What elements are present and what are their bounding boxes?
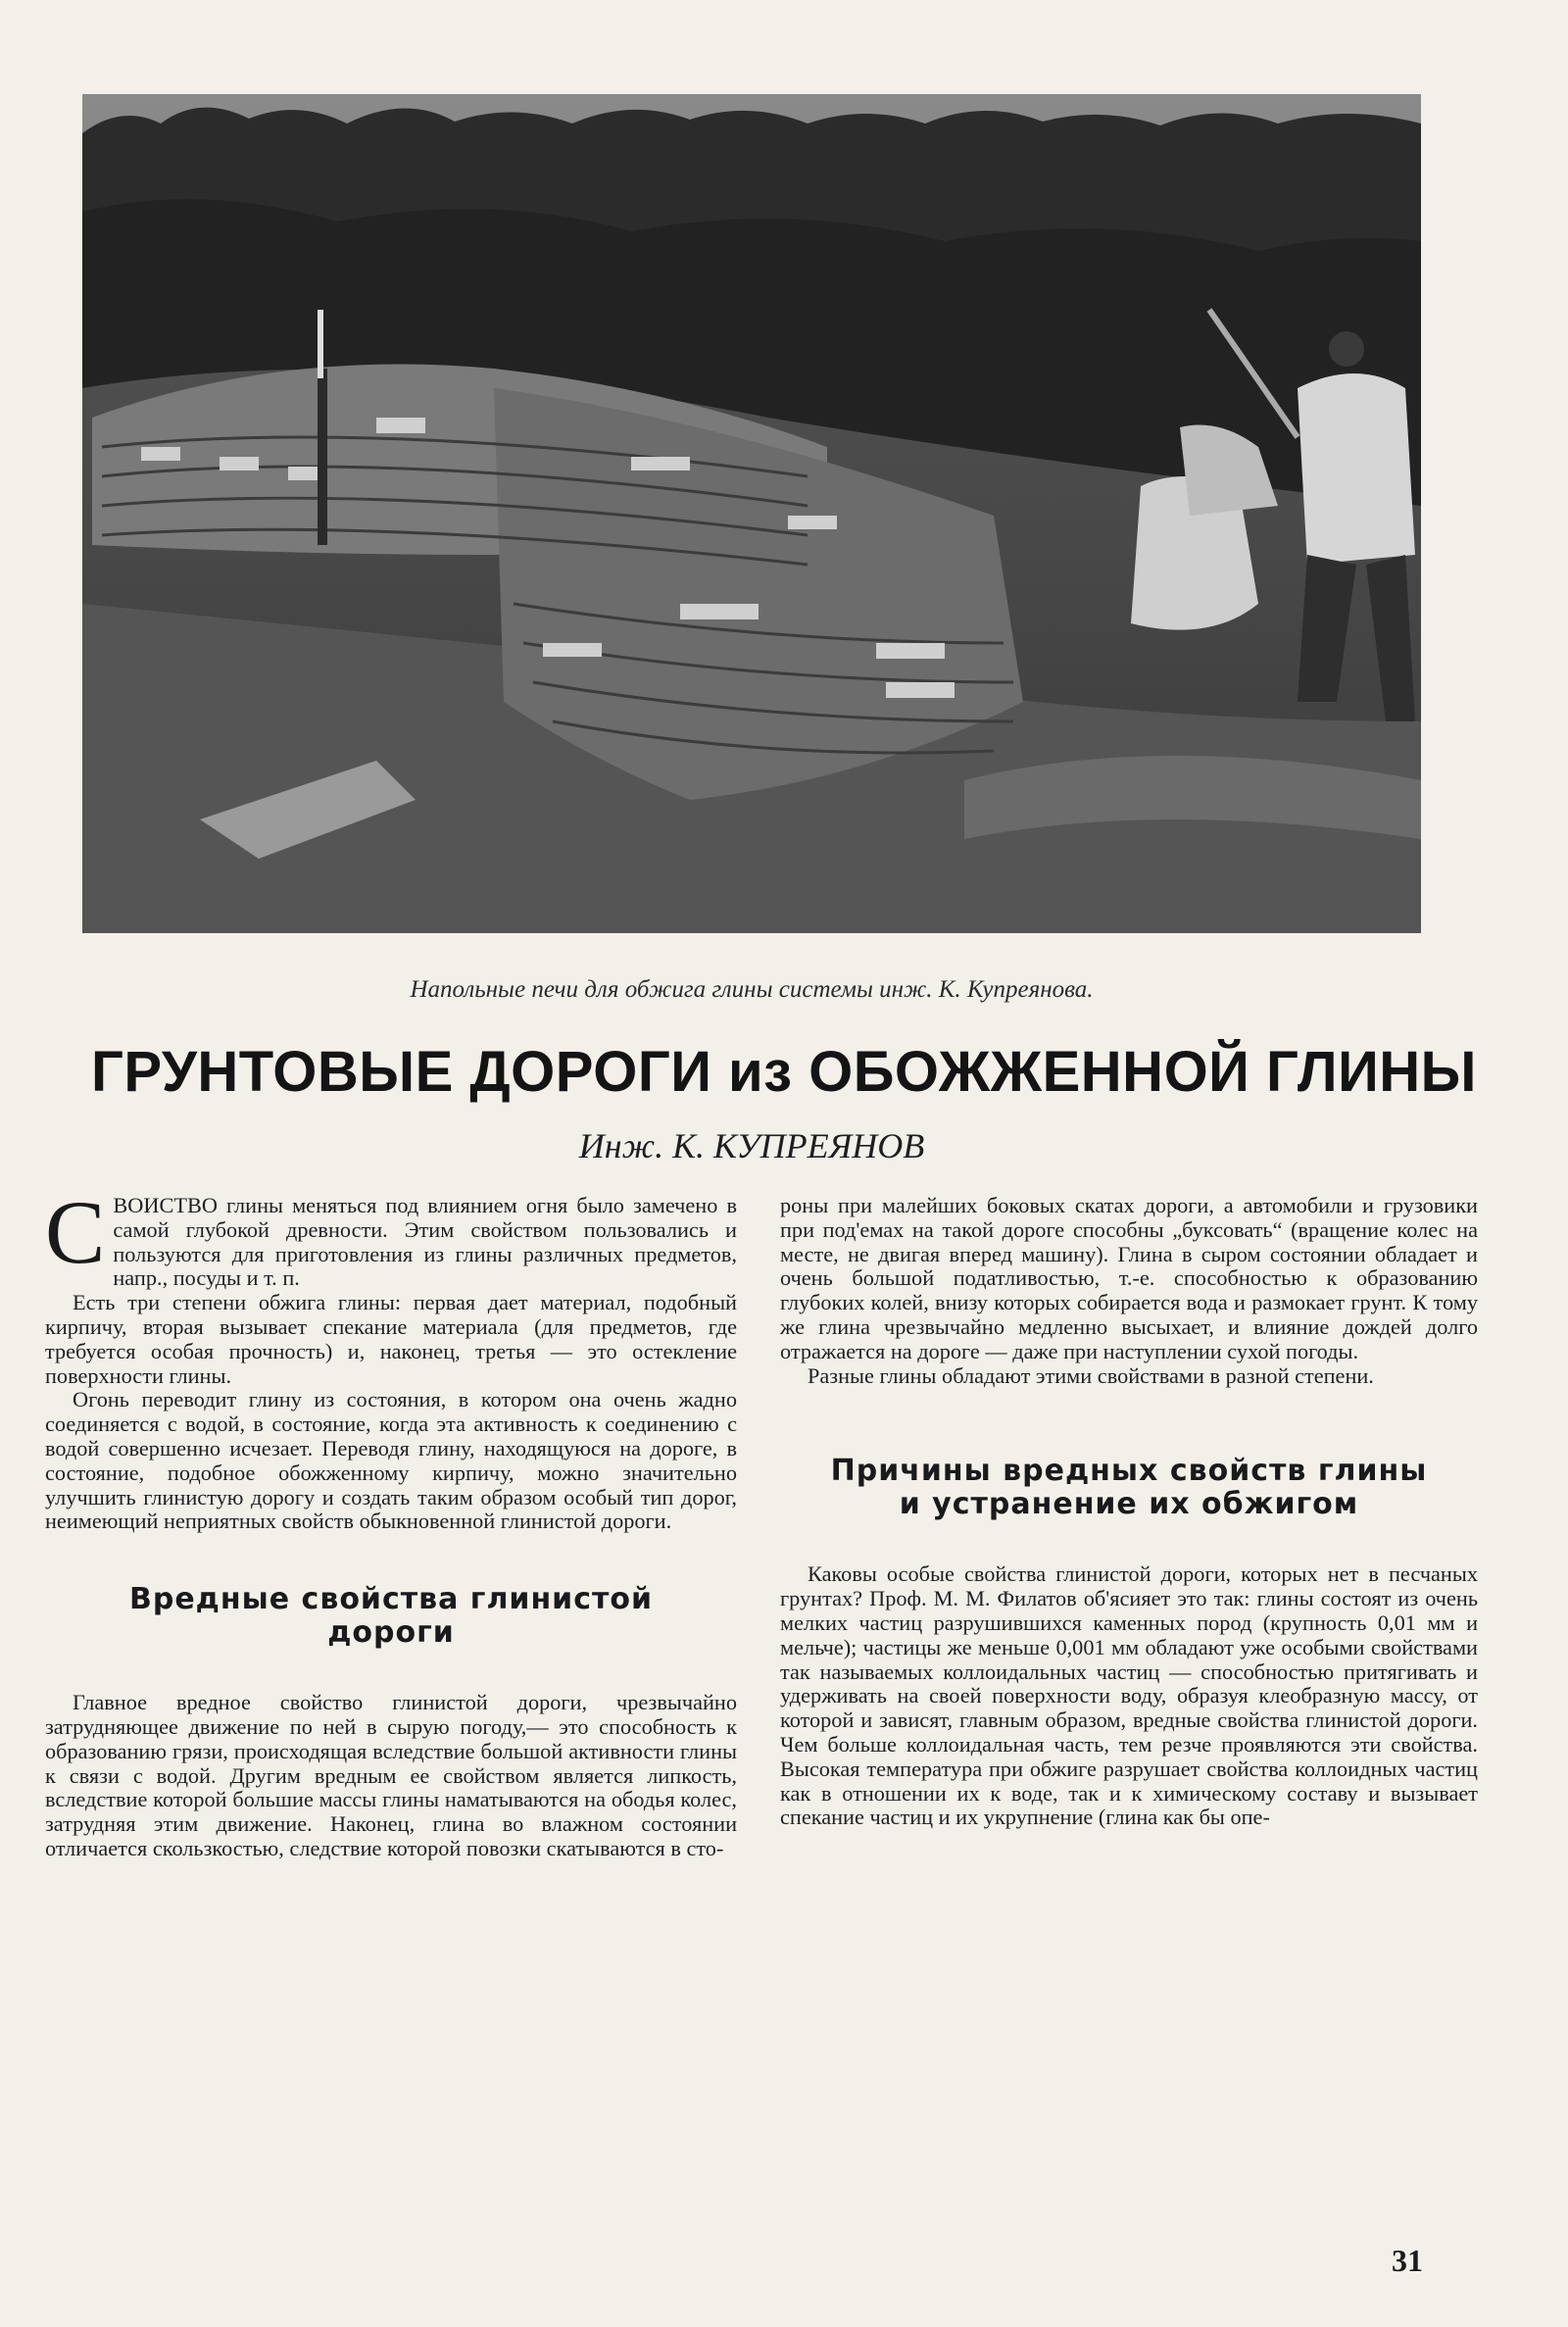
paragraph: Огонь переводит глину из состояния, в котором она очень жадно соединяется с водой, в состояние, когда эта активность к соединению с водой совершенно исчезает. Переводя глину, находящуюся на дороге, в состояние, подобное обожженному кирпичу, можно значительно улучшить глинистую дорогу и создать таким образом особый тип дорог, неимеющий неприятных свойств обыкновенной глинистой дороги. [45, 1387, 737, 1534]
paragraph: роны при малейших боковых скатах дороги, а автомобили и грузовики при под'емах на такой дороге способны „буксовать“ (вращение колес на месте, не двигая вперед машину). Глина в сыром состоянии обладает и очень большой податливостью, т.-е. способностью к образованию глубоких колей, внизу которых собирается вода и размокает грунт. К тому же глина чрезвычайно медленно высыхает, и влияние дождей долго отражается на дороге — даже при наступлении сухой погоды. [780, 1193, 1478, 1363]
paragraph: Разные глины обладают этими свойствами в разной степени. [808, 1362, 1374, 1388]
photo-image [82, 94, 1421, 933]
article-title: ГРУНТОВЫЕ ДОРОГИ из ОБОЖЖЕННОЙ ГЛИНЫ [91, 1040, 1477, 1104]
paragraph: Есть три степени обжига глины: первая дает материал, подобный кирпичу, вторая вызывает спекание материала (для предметов, где требуется особая прочность) и, наконец, третья — это остекление поверхности глины. [45, 1290, 737, 1388]
photo-caption: Напольные печи для обжига глины системы инж. К. Купреянова. [410, 976, 1094, 1003]
article-author: Инж. К. КУПРЕЯНОВ [578, 1126, 925, 1165]
left-column [45, 1182, 737, 1861]
page-number: 31 [1392, 2243, 1423, 2278]
paragraph: Каковы особые свойства глинистой дороги, которых нет в песчаных грунтах? Проф. М. М. Филатов об'ясияет это так: глины состоят из очень мелких частиц разрушившихся каменных пород (крупность 0,01 мм и мельче); частицы же меньше 0,001 мм обладают уже особыми свойствами так называемых коллоидальных частиц — способностью притягивать и удерживать на своей поверхности воду, образуя клеобразную массу, от которой и зависят, главным образом, вредные свойства глинистой дороги. Чем больше коллоидальная часть, тем резче проявляются эти свойства. Высокая температура при обжиге разрушает свойства коллоидных частиц как в отношении их к воде, так и к химическому составу и вызывает спекание частиц и их укрупнение (глина как бы опе- [780, 1561, 1478, 1830]
right-column [780, 1194, 1478, 1830]
section-heading: Вредные свойства глинистой дороги [128, 1582, 654, 1651]
paragraph: СВОИСТВО глины меняться под влиянием огня было замечено в самой глубокой древности. Этим свойством пользовались и пользуются для приготовления из глины различных предметов, напр., посуды и т. п. [45, 1182, 737, 1291]
section-heading: Причины вредных свойств глины и устранение их обжигом [830, 1454, 1428, 1522]
article-photo [82, 94, 1421, 933]
paragraph: Главное вредное свойство глинистой дороги, чрезвычайно затрудняющее движение по ней в сырую погоду,— это способность к образованию грязи, происходящая вследствие большой активности глины к связи с водой. Другим вредным ее свойством является липкость, вследствие которой большие массы глины наматываются на ободья колес, затрудняя этим движение. Наконец, глина во влажном состоянии отличается скользкостью, следствие которой повозки скатываются в сто- [45, 1690, 737, 1860]
drop-cap: С [45, 1182, 106, 1282]
